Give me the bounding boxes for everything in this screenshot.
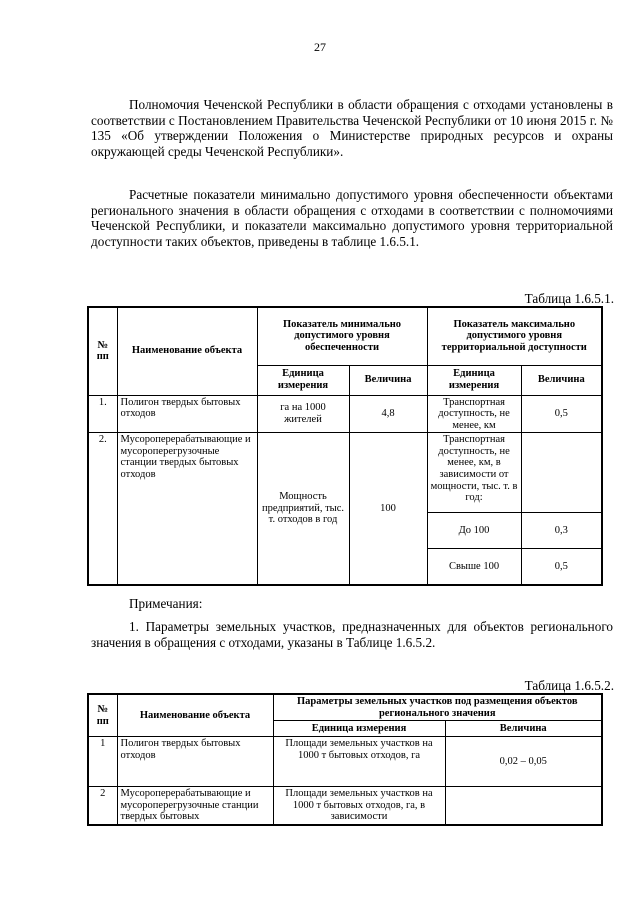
subrow-value: 0,5 [521,549,602,585]
table-row [88,395,602,433]
paragraph-indicators: Расчетные показатели минимально допустимого уровня обеспеченности объектами регионального значения в области обращения с отходами в соответствии с полномочиями Чеченской Республики, и показатели максимально допустимого уровня территориальной доступности таких объектов, приведены в таблице 1.6.5.1. [91,187,613,249]
subrow-value: 0,3 [521,513,602,549]
row-value [445,787,602,825]
header-num: № пп [88,307,117,395]
table-row [88,737,602,787]
header-value: Величина [445,721,602,737]
page-number: 27 [314,40,326,54]
header-max-value: Величина [521,365,602,395]
table-caption-1: Таблица 1.6.5.1. [524,291,614,306]
subrow-label: До 100 [427,513,521,549]
header-min-group: Показатель минимально допустимого уровня обеспеченности [257,307,427,365]
notes-title: Примечания: [129,596,203,611]
table-indicators [87,306,603,586]
header-name: Наименование объекта [117,694,273,737]
paragraph-powers: Полномочия Чеченской Республики в области обращения с отходами установлены в соответствии с Постановлением Правительства Чеченской Республики от 10 июня 2015 г. № 135 «Об утверждении Положения о Министерстве природных ресурсов и охраны окружающей среды Чеченской Республики». [91,97,613,159]
header-max-group: Показатель максимально допустимого уровня территориальной доступности [427,307,602,365]
row-num: 2 [88,787,117,825]
row-max-value-empty [521,433,602,513]
header-unit: Единица измерения [273,721,445,737]
row-num: 1. [88,395,117,433]
row-max-value: 0,5 [521,395,602,433]
table-caption-2: Таблица 1.6.5.2. [524,678,614,693]
row-name: Мусороперерабатывающие и мусороперегрузочные станции твердых бытовых [117,787,273,825]
header-min-unit: Единица измерения [257,365,349,395]
table-row [88,433,602,513]
row-num: 2. [88,433,117,585]
row-min-unit: Мощность предприятий, тыс. т. отходов в год [257,433,349,585]
header-name: Наименование объекта [117,307,257,395]
row-value: 0,02 – 0,05 [445,737,602,787]
row-num: 1 [88,737,117,787]
note-1: 1. Параметры земельных участков, предназначенных для объектов регионального значения в обращения с отходами, указаны в Таблице 1.6.5.2. [91,619,613,650]
row-min-value: 4,8 [349,395,427,433]
row-max-unit: Транспортная доступность, не менее, км, в зависимости от мощности, тыс. т. в год: [427,433,521,513]
header-min-value: Величина [349,365,427,395]
row-min-unit: га на 1000 жителей [257,395,349,433]
header-max-unit: Единица измерения [427,365,521,395]
table-row [88,787,602,825]
row-unit: Площади земельных участков на 1000 т бытовых отходов, га [273,737,445,787]
row-max-unit: Транспортная доступность, не менее, км [427,395,521,433]
row-unit: Площади земельных участков на 1000 т бытовых отходов, га, в зависимости [273,787,445,825]
row-name: Полигон твердых бытовых отходов [117,737,273,787]
header-num: № пп [88,694,117,737]
row-min-value: 100 [349,433,427,585]
row-name: Полигон твердых бытовых отходов [117,395,257,433]
table-land-parameters [87,693,603,826]
subrow-label: Свыше 100 [427,549,521,585]
row-name: Мусороперерабатывающие и мусороперегрузочные станции твердых бытовых отходов [117,433,257,585]
header-group: Параметры земельных участков под размещения объектов регионального значения [273,694,602,721]
